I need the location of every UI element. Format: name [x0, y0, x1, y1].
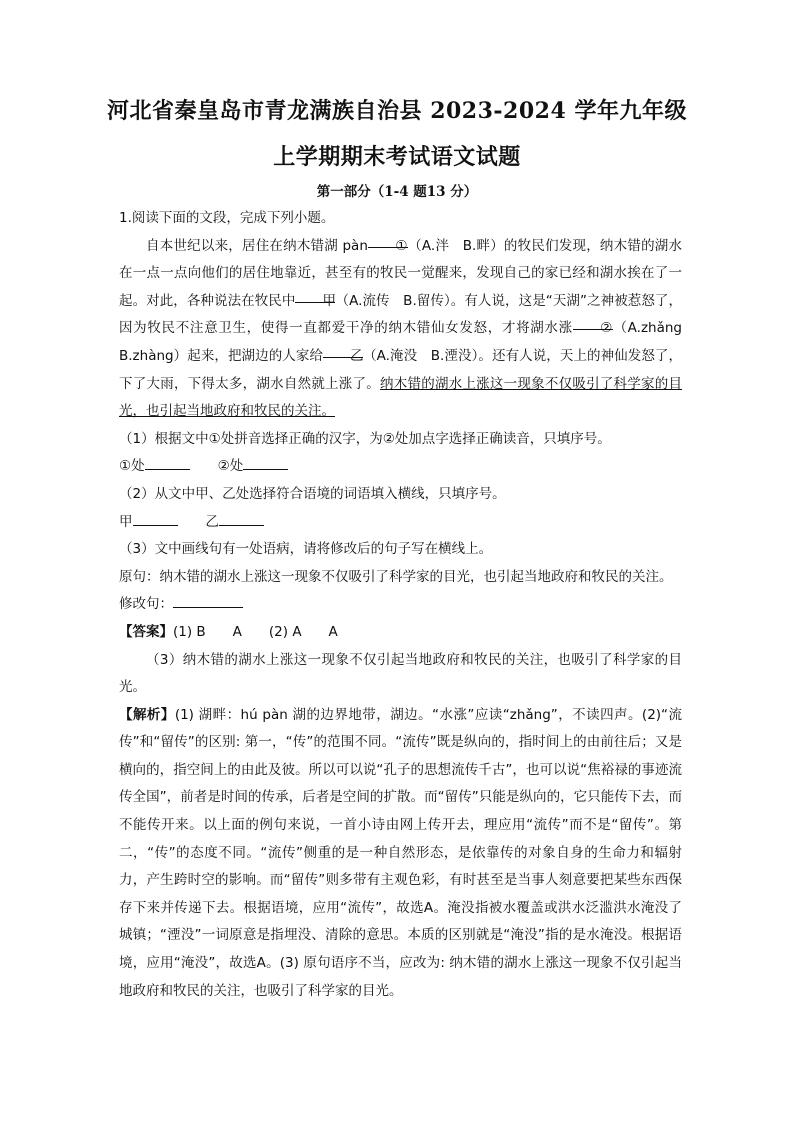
blank-2: ②: [573, 315, 613, 330]
original-sentence: 原句：纳木错的湖水上涨这一现象不仅吸引了科学家的目光，也引起当地政府和牧民的关注。: [119, 568, 673, 585]
answer-text-1: (1) B A (2) A A: [173, 623, 338, 640]
passage-text-4: （A.zhǎng B.zhàng）起来，把湖边的人家给: [119, 320, 696, 364]
answer-blank-2: [243, 455, 288, 470]
revised-blank: [173, 593, 243, 608]
question-intro: 1.阅读下面的文段，完成下列小题。: [119, 210, 335, 226]
section-heading: 第一部分（1-4 题13 分）: [316, 184, 478, 200]
answer-blank-yi: [219, 511, 264, 526]
answer-tag: 【答案】: [119, 623, 173, 640]
analysis-text: (1) 湖畔：hú pàn 湖的边界地带，湖边。“水涨”应读“zhǎng”，不读四声。(2)“流传”和“留传”的区别: 第一，“传”的范围不同。“流传”既是纵向的，指时间上的由前往后；又是横向的，指空间上的由此及彼。所以可以说“孔子的思想流传千古”，也可以说“焦裕禄的事迹流传全国”，前者是时间的传承，后者是空间的扩散。而“留传”只能是纵向的，它只能传下去，而不能传开来。以上面的例句来说，一首小诗由网上传开去，理应用“流传”而不是“留传”。第二，“传”的态度不同。“流传”侧重的是一种自然形态，是依靠传的对象自身的生命力和辐射力，产生跨时空的影响。而“留传”则多带有主观色彩，有时甚至是当事人刻意要把某些东西保存下来并传递下去。根据语境，应用“流传”，故选A。淹没指被水覆盖或洪水泛滥洪水淹没了城镇；“湮没”一词原意是指埋没、清除的意思。本质的区别就是“淹没”指的是水淹没。根据语境，应用“淹没”，故选A。(3) 原句语序不当，应改为: 纳木错的湖水上涨这一现象不仅引起当地政府和牧民的关注，也吸引了科学家的目光。: [119, 706, 683, 999]
answer-blank-1: [145, 455, 190, 470]
document-body: [119, 205, 696, 1005]
blank-label-2: ②处: [217, 458, 244, 475]
reading-passage: [119, 233, 696, 426]
document-title-line2: 上学期期末考试语文试题: [273, 144, 521, 170]
blank-jia: 甲: [295, 288, 335, 303]
passage-text-2: （A.泮 B.畔）的牧民们发现，纳木错的湖水在一点一点向他们的居住地靠近，甚至有的牧民一觉醒来，发现自己的家已经和湖水挨在了一起。对此，各种说法在牧民中: [119, 237, 682, 309]
underlined-sentence: 纳木错的湖水上涨这一现象不仅吸引了科学家的目光，也引起当地政府和牧民的关注。: [119, 375, 683, 420]
document-title-line1: 河北省秦皇岛市青龙满族自治县 2023-2024 学年九年级: [107, 98, 687, 124]
subquestion-3: （3）文中画线句有一处语病，请将修改后的句子写在横线上。: [119, 541, 493, 558]
blank-label-jia: 甲: [119, 513, 133, 530]
subquestion-1-blanks: [119, 453, 682, 481]
passage-text-3: （A.流传 B.留传）。有人说，这是“天湖”之神被惹怒了，因为牧民不注意卫生，使得一直都爱干净的纳木错仙女发怒，才将湖水涨: [119, 292, 682, 337]
blank-label-1: ①处: [119, 458, 145, 475]
passage-text-5: （A.淹没 B.湮没）。还有人说，天上的神仙发怒了，下了大雨，下得太多，湖水自然就上涨了。: [119, 347, 682, 392]
analysis-paragraph: [119, 702, 682, 1006]
subquestion-2: （2）从文中甲、乙处选择符合语境的词语填入横线，只填序号。: [119, 485, 506, 502]
revised-label: 修改句：: [119, 596, 173, 613]
blank-yi: 乙: [323, 343, 363, 358]
revised-sentence-line: [119, 591, 682, 619]
blank-label-yi: 乙: [205, 513, 219, 530]
passage-text-1: 自本世纪以来，居住在纳木错湖 pàn: [146, 237, 368, 254]
analysis-tag: 【解析】: [119, 706, 175, 723]
answer-blank-jia: [133, 511, 178, 526]
subquestion-1: （1）根据文中①处拼音选择正确的汉字，为②处加点字选择正确读音，只填序号。: [119, 430, 611, 447]
subquestion-2-blanks: [119, 509, 682, 537]
blank-1: ①: [368, 233, 408, 248]
answer-line-1: [119, 619, 682, 647]
answer-line-2: （3）纳木错的湖水上涨这一现象不仅引起当地政府和牧民的关注，也吸引了科学家的目光。: [119, 651, 682, 696]
